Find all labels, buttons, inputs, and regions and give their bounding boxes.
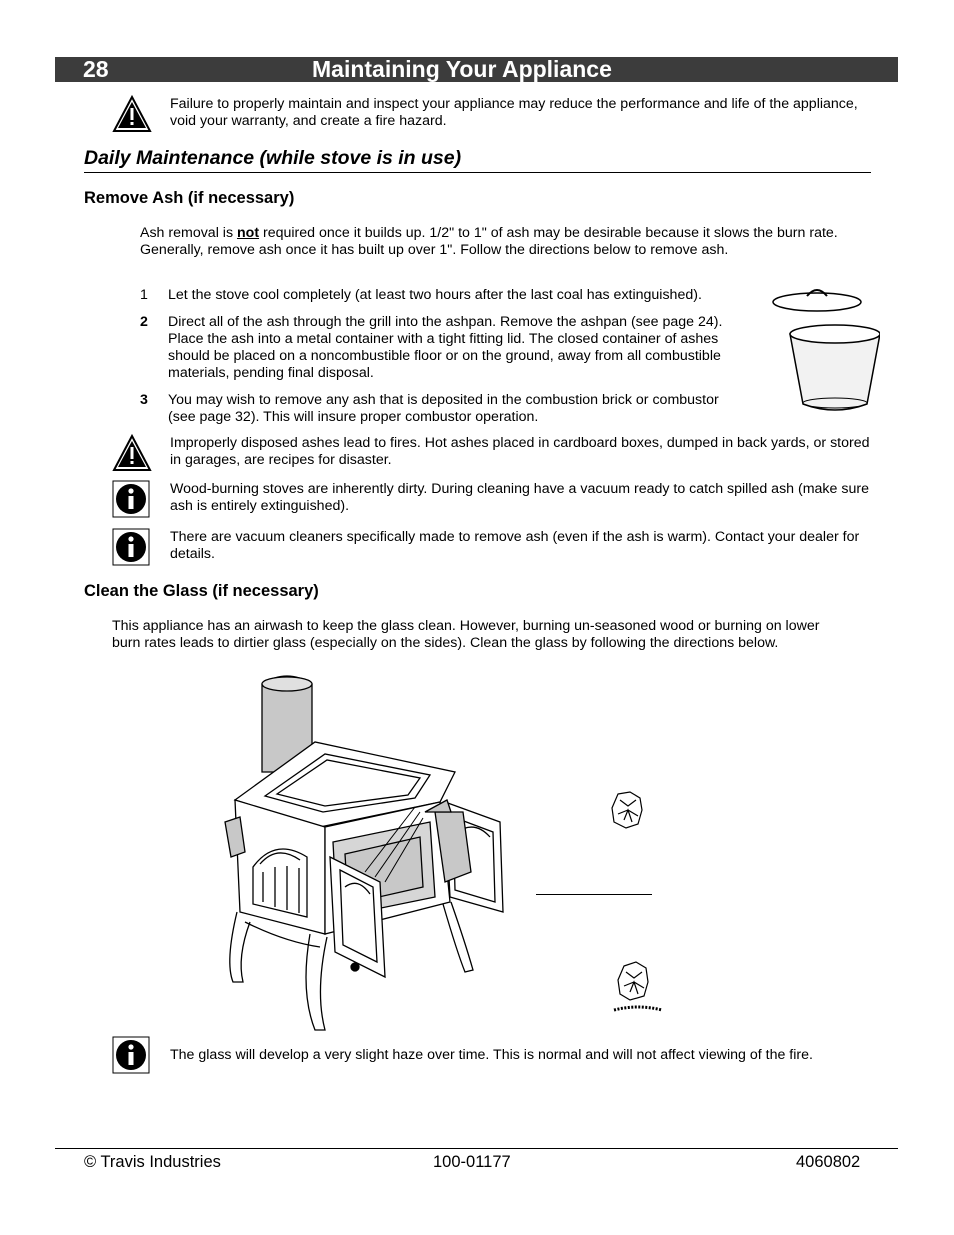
step-text: Let the stove cool completely (at least two hours after the last coal has extinguished). [168,287,702,303]
info-text-vacuum: There are vacuum cleaners specifically made to remove ash (even if the ash is warm). Contact your dealer for details. [170,529,860,562]
step-number: 3 [140,392,148,408]
remove-ash-intro [140,225,840,259]
warning-triangle-icon [112,95,152,138]
page-number: 28 [83,56,109,82]
page-title: Maintaining Your Appliance [312,56,612,82]
step-text: Direct all of the ash through the grill into the ashpan. Remove the ashpan (see page 24). Place the ash into a metal container with a tight fitting lid. The closed container of ashes should be placed on a noncombustible floor or on the ground, away from all combustible materials, pending final disposal. [168,314,723,381]
info-icon [112,528,150,571]
metal-ash-container-icon [770,284,880,419]
step-number: 1 [140,287,148,303]
subsection-title-clean-glass: Clean the Glass (if necessary) [84,582,319,600]
info-text-haze: The glass will develop a very slight haze over time. This is normal and will not affect viewing of the fire. [170,1047,813,1063]
info-icon [112,480,150,523]
warning-text-ashes: Improperly disposed ashes lead to fires. Hot ashes placed in cardboard boxes, dumped in back yards, or stored in garages, are recipes for disaster. [170,435,870,468]
footer-revision: 4060802 [796,1153,861,1171]
page-header [55,57,898,82]
divider-line [536,894,652,895]
warning-text-maintenance: Failure to properly maintain and inspect your appliance may reduce the performance and life of the appliance, void your warranty, and create a fire hazard. [170,96,858,129]
paper-towel-icon [608,790,648,837]
footer-rule [55,1148,898,1149]
section-title: Daily Maintenance (while stove is in use) [84,146,871,173]
info-icon [112,1036,150,1079]
step-text: You may wish to remove any ash that is deposited in the combustion brick or combustor (see page 32). This will insure proper combustor operation. [168,392,719,425]
info-text-dirty: Wood-burning stoves are inherently dirty. During cleaning have a vacuum ready to catch spilled ash (make sure ash is entirely extinguished). [170,481,869,514]
wood-stove-illustration-icon [215,672,515,1039]
clean-glass-intro: This appliance has an airwash to keep the glass clean. However, burning un-seasoned wood or burning on lower burn rates leads to dirtier glass (especially on the sides). Clean the glass by following the directions below. [112,618,820,651]
step-3 [140,392,720,426]
intro-text-start: Ash removal is [140,225,237,241]
footer-copyright: © Travis Industries [84,1153,221,1171]
step-2 [140,314,755,382]
subsection-title-remove-ash: Remove Ash (if necessary) [84,189,295,207]
step-1 [140,287,780,304]
paper-towel-icon [612,960,664,1020]
step-number: 2 [140,314,148,330]
footer-document-number: 100-01177 [433,1153,511,1171]
intro-emphasis: not [236,225,260,241]
warning-triangle-icon [112,434,152,477]
intro-text-end: required once it builds up. 1/2" to 1" of ash may be desirable because it slows the burn rate. Generally, remove ash once it has built up over 1". Follow the directions below to remove ash. [140,225,838,258]
